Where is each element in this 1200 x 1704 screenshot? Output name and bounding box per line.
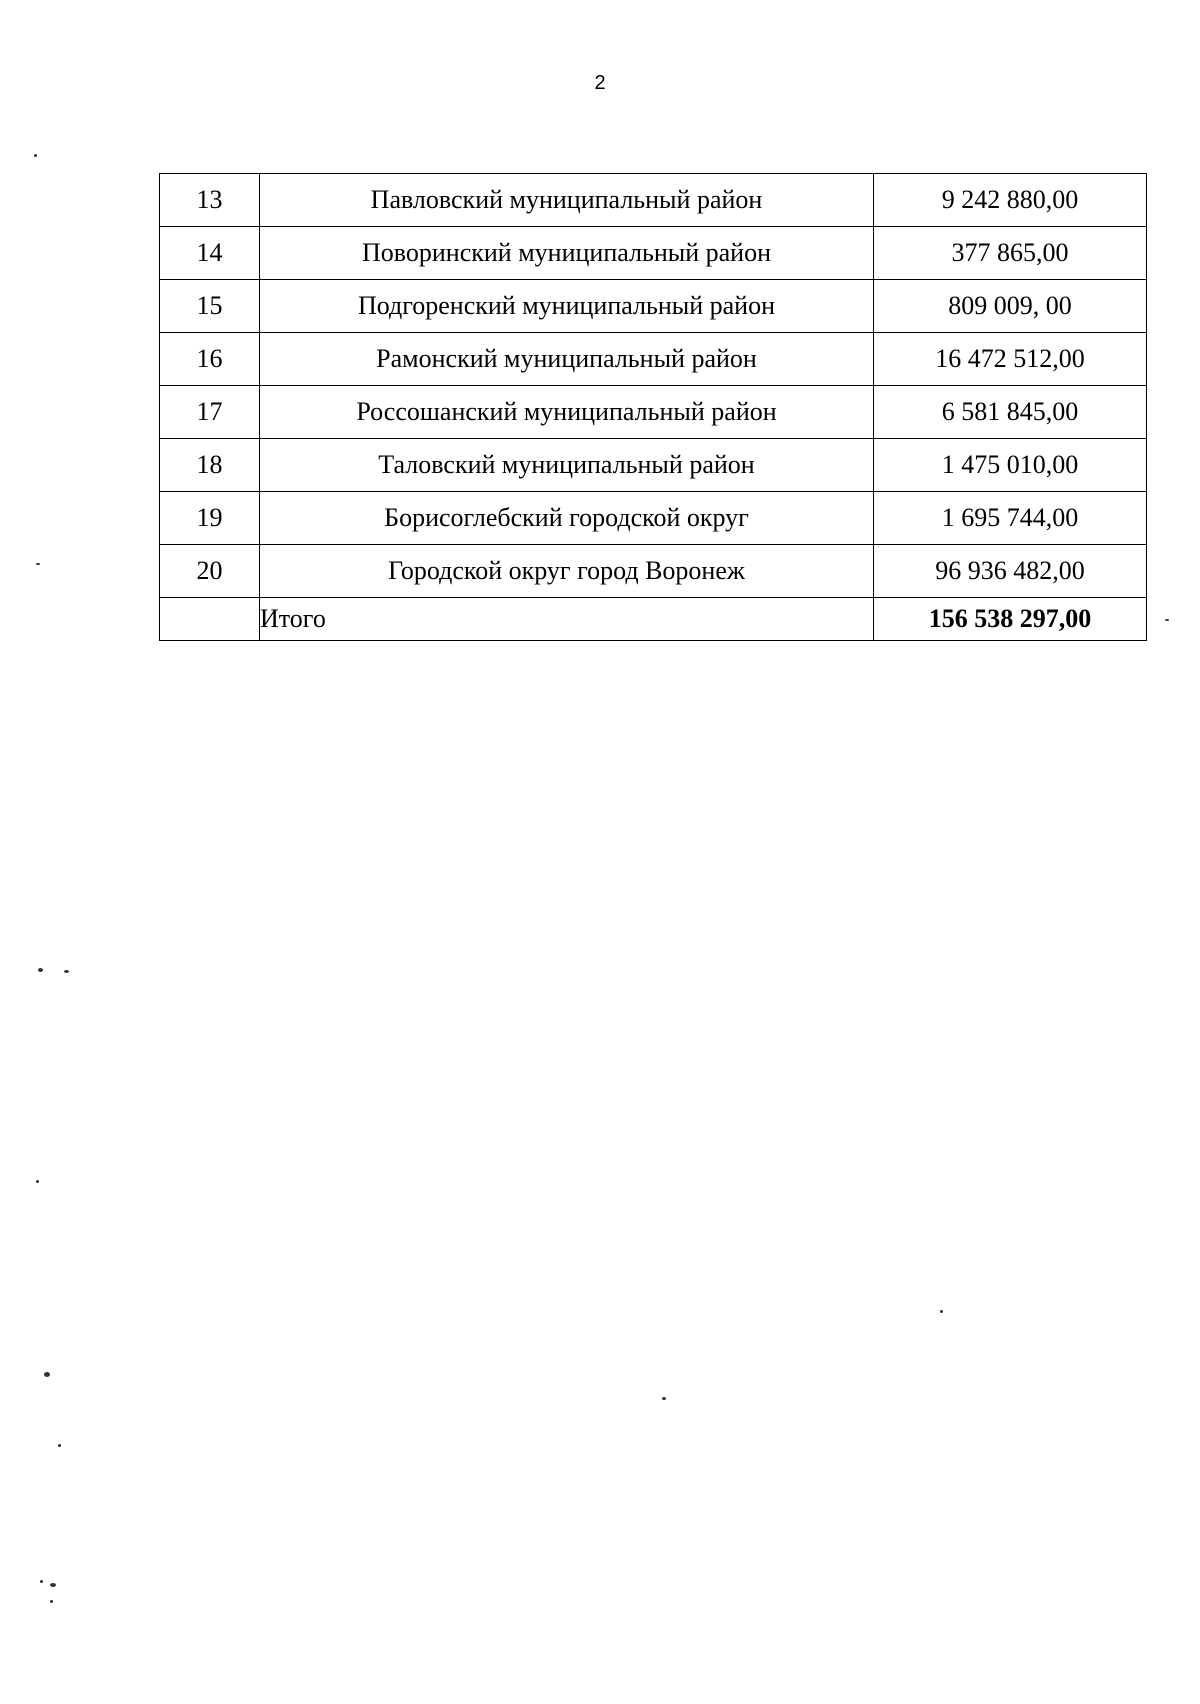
row-number: 13 <box>160 174 260 227</box>
district-name: Рамонский муниципальный район <box>260 333 874 386</box>
scan-speck <box>50 1583 56 1587</box>
amount-value: 1 695 744,00 <box>874 492 1147 545</box>
amount-value: 809 009, 00 <box>874 280 1147 333</box>
row-number: 15 <box>160 280 260 333</box>
total-value: 156 538 297,00 <box>874 598 1147 641</box>
row-number: 18 <box>160 439 260 492</box>
scan-speck <box>36 1180 39 1183</box>
row-number: 20 <box>160 545 260 598</box>
scan-speck <box>50 1600 53 1603</box>
total-empty-cell <box>160 598 260 641</box>
district-name: Городской округ город Воронеж <box>260 545 874 598</box>
scan-speck <box>1165 619 1169 621</box>
allocation-table <box>159 173 1147 641</box>
row-number: 14 <box>160 227 260 280</box>
table-row <box>160 439 1147 492</box>
district-name: Борисоглебский городской округ <box>260 492 874 545</box>
row-number: 17 <box>160 386 260 439</box>
amount-value: 1 475 010,00 <box>874 439 1147 492</box>
scan-speck <box>40 1580 43 1583</box>
scan-speck <box>662 1397 666 1400</box>
district-name: Россошанский муниципальный район <box>260 386 874 439</box>
amount-value: 377 865,00 <box>874 227 1147 280</box>
district-name: Подгоренский муниципальный район <box>260 280 874 333</box>
total-row <box>160 598 1147 641</box>
page-number: 2 <box>594 72 606 94</box>
scan-speck <box>38 968 43 972</box>
scan-speck <box>36 563 40 565</box>
total-label: Итого <box>260 598 874 641</box>
table-row <box>160 333 1147 386</box>
table-row <box>160 174 1147 227</box>
scan-speck <box>34 154 37 157</box>
table-row <box>160 492 1147 545</box>
scan-speck <box>940 1310 943 1313</box>
scan-speck <box>64 970 69 973</box>
row-number: 19 <box>160 492 260 545</box>
amount-value: 9 242 880,00 <box>874 174 1147 227</box>
table-row <box>160 280 1147 333</box>
district-name: Таловский муниципальный район <box>260 439 874 492</box>
amount-value: 16 472 512,00 <box>874 333 1147 386</box>
district-name: Павловский муниципальный район <box>260 174 874 227</box>
table-row <box>160 386 1147 439</box>
district-name: Поворинский муниципальный район <box>260 227 874 280</box>
row-number: 16 <box>160 333 260 386</box>
amount-value: 96 936 482,00 <box>874 545 1147 598</box>
table-row <box>160 545 1147 598</box>
amount-value: 6 581 845,00 <box>874 386 1147 439</box>
table-row <box>160 227 1147 280</box>
scan-speck <box>58 1444 61 1447</box>
scan-speck <box>44 1372 50 1377</box>
